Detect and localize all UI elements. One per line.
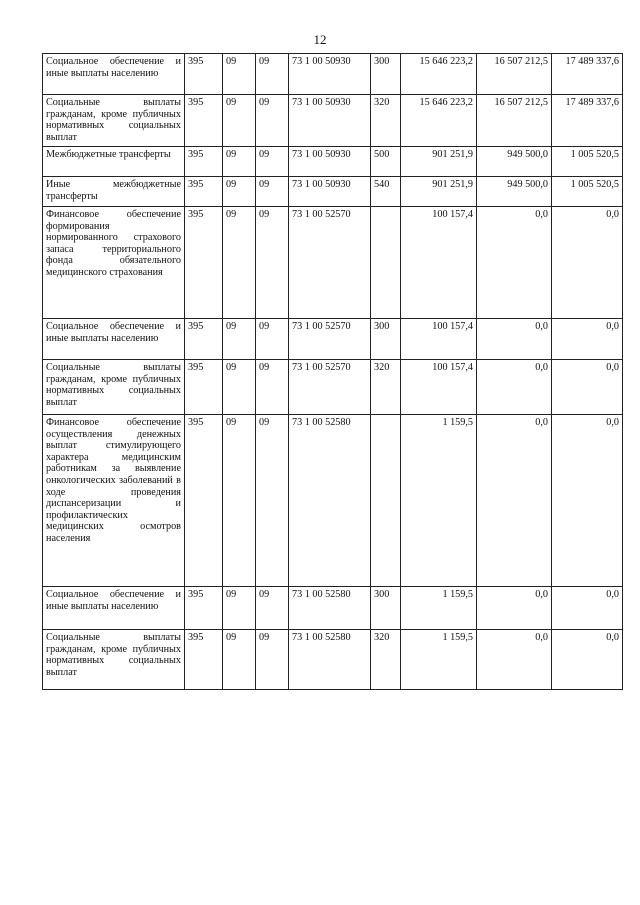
table-row xyxy=(43,319,623,360)
row-name: Социальные выплаты гражданам, кроме публичных нормативных социальных выплат xyxy=(43,95,185,147)
amount-year-1: 100 157,4 xyxy=(401,319,477,360)
subsection-code: 09 xyxy=(256,147,289,177)
section-code: 09 xyxy=(223,630,256,690)
row-name: Межбюджетные трансферты xyxy=(43,147,185,177)
amount-year-2: 0,0 xyxy=(477,207,552,319)
expense-type: 300 xyxy=(371,319,401,360)
expense-type xyxy=(371,207,401,319)
amount-year-1: 1 159,5 xyxy=(401,587,477,630)
subsection-code: 09 xyxy=(256,95,289,147)
amount-year-2: 0,0 xyxy=(477,630,552,690)
amount-year-1: 1 159,5 xyxy=(401,415,477,587)
row-name: Социальное обеспечение и иные выплаты населению xyxy=(43,54,185,95)
ministry-code: 395 xyxy=(185,360,223,415)
table-row xyxy=(43,630,623,690)
amount-year-1: 901 251,9 xyxy=(401,177,477,207)
target-article: 73 1 00 52570 xyxy=(289,319,371,360)
ministry-code: 395 xyxy=(185,147,223,177)
section-code: 09 xyxy=(223,95,256,147)
target-article: 73 1 00 50930 xyxy=(289,177,371,207)
amount-year-2: 0,0 xyxy=(477,415,552,587)
amount-year-3: 0,0 xyxy=(552,319,623,360)
section-code: 09 xyxy=(223,177,256,207)
target-article: 73 1 00 52580 xyxy=(289,630,371,690)
ministry-code: 395 xyxy=(185,319,223,360)
table-row xyxy=(43,587,623,630)
amount-year-2: 0,0 xyxy=(477,360,552,415)
amount-year-3: 17 489 337,6 xyxy=(552,54,623,95)
ministry-code: 395 xyxy=(185,95,223,147)
amount-year-3: 0,0 xyxy=(552,415,623,587)
amount-year-3: 0,0 xyxy=(552,630,623,690)
ministry-code: 395 xyxy=(185,54,223,95)
section-code: 09 xyxy=(223,147,256,177)
amount-year-3: 17 489 337,6 xyxy=(552,95,623,147)
target-article: 73 1 00 50930 xyxy=(289,147,371,177)
amount-year-2: 16 507 212,5 xyxy=(477,95,552,147)
amount-year-1: 1 159,5 xyxy=(401,630,477,690)
amount-year-3: 1 005 520,5 xyxy=(552,147,623,177)
amount-year-3: 0,0 xyxy=(552,360,623,415)
row-name: Финансовое обеспечение формирования нормированного страхового запаса территориального фонда обязательного медицинского страхования xyxy=(43,207,185,319)
ministry-code: 395 xyxy=(185,415,223,587)
target-article: 73 1 00 52580 xyxy=(289,587,371,630)
row-name: Финансовое обеспечение осуществления денежных выплат стимулирующего характера медицинским работникам за выявление онкологических заболеваний в ходе проведения диспансеризации и профилактических медицинских осмотров населения xyxy=(43,415,185,587)
row-name: Социальное обеспечение и иные выплаты населению xyxy=(43,319,185,360)
section-code: 09 xyxy=(223,319,256,360)
section-code: 09 xyxy=(223,360,256,415)
table-row xyxy=(43,415,623,587)
table-row xyxy=(43,360,623,415)
table-row xyxy=(43,177,623,207)
ministry-code: 395 xyxy=(185,630,223,690)
expense-type xyxy=(371,415,401,587)
amount-year-2: 949 500,0 xyxy=(477,177,552,207)
ministry-code: 395 xyxy=(185,207,223,319)
row-name: Иные межбюджетные трансферты xyxy=(43,177,185,207)
target-article: 73 1 00 50930 xyxy=(289,54,371,95)
target-article: 73 1 00 50930 xyxy=(289,95,371,147)
amount-year-1: 15 646 223,2 xyxy=(401,95,477,147)
subsection-code: 09 xyxy=(256,360,289,415)
section-code: 09 xyxy=(223,415,256,587)
page-number: 12 xyxy=(313,32,327,47)
subsection-code: 09 xyxy=(256,207,289,319)
ministry-code: 395 xyxy=(185,587,223,630)
subsection-code: 09 xyxy=(256,54,289,95)
row-name: Социальное обеспечение и иные выплаты населению xyxy=(43,587,185,630)
subsection-code: 09 xyxy=(256,177,289,207)
expense-type: 500 xyxy=(371,147,401,177)
amount-year-2: 0,0 xyxy=(477,587,552,630)
subsection-code: 09 xyxy=(256,319,289,360)
target-article: 73 1 00 52570 xyxy=(289,360,371,415)
target-article: 73 1 00 52570 xyxy=(289,207,371,319)
subsection-code: 09 xyxy=(256,587,289,630)
target-article: 73 1 00 52580 xyxy=(289,415,371,587)
amount-year-2: 16 507 212,5 xyxy=(477,54,552,95)
amount-year-1: 901 251,9 xyxy=(401,147,477,177)
expense-type: 540 xyxy=(371,177,401,207)
subsection-code: 09 xyxy=(256,630,289,690)
expense-type: 300 xyxy=(371,54,401,95)
amount-year-3: 0,0 xyxy=(552,587,623,630)
subsection-code: 09 xyxy=(256,415,289,587)
ministry-code: 395 xyxy=(185,177,223,207)
section-code: 09 xyxy=(223,54,256,95)
budget-table xyxy=(42,53,623,690)
amount-year-2: 0,0 xyxy=(477,319,552,360)
row-name: Социальные выплаты гражданам, кроме публичных нормативных социальных выплат xyxy=(43,360,185,415)
amount-year-3: 0,0 xyxy=(552,207,623,319)
section-code: 09 xyxy=(223,207,256,319)
row-name: Социальные выплаты гражданам, кроме публичных нормативных социальных выплат xyxy=(43,630,185,690)
table-row xyxy=(43,95,623,147)
table-row xyxy=(43,147,623,177)
amount-year-1: 100 157,4 xyxy=(401,207,477,319)
section-code: 09 xyxy=(223,587,256,630)
amount-year-3: 1 005 520,5 xyxy=(552,177,623,207)
amount-year-1: 15 646 223,2 xyxy=(401,54,477,95)
table-row xyxy=(43,54,623,95)
amount-year-1: 100 157,4 xyxy=(401,360,477,415)
expense-type: 320 xyxy=(371,630,401,690)
amount-year-2: 949 500,0 xyxy=(477,147,552,177)
table-row xyxy=(43,207,623,319)
expense-type: 300 xyxy=(371,587,401,630)
expense-type: 320 xyxy=(371,95,401,147)
expense-type: 320 xyxy=(371,360,401,415)
